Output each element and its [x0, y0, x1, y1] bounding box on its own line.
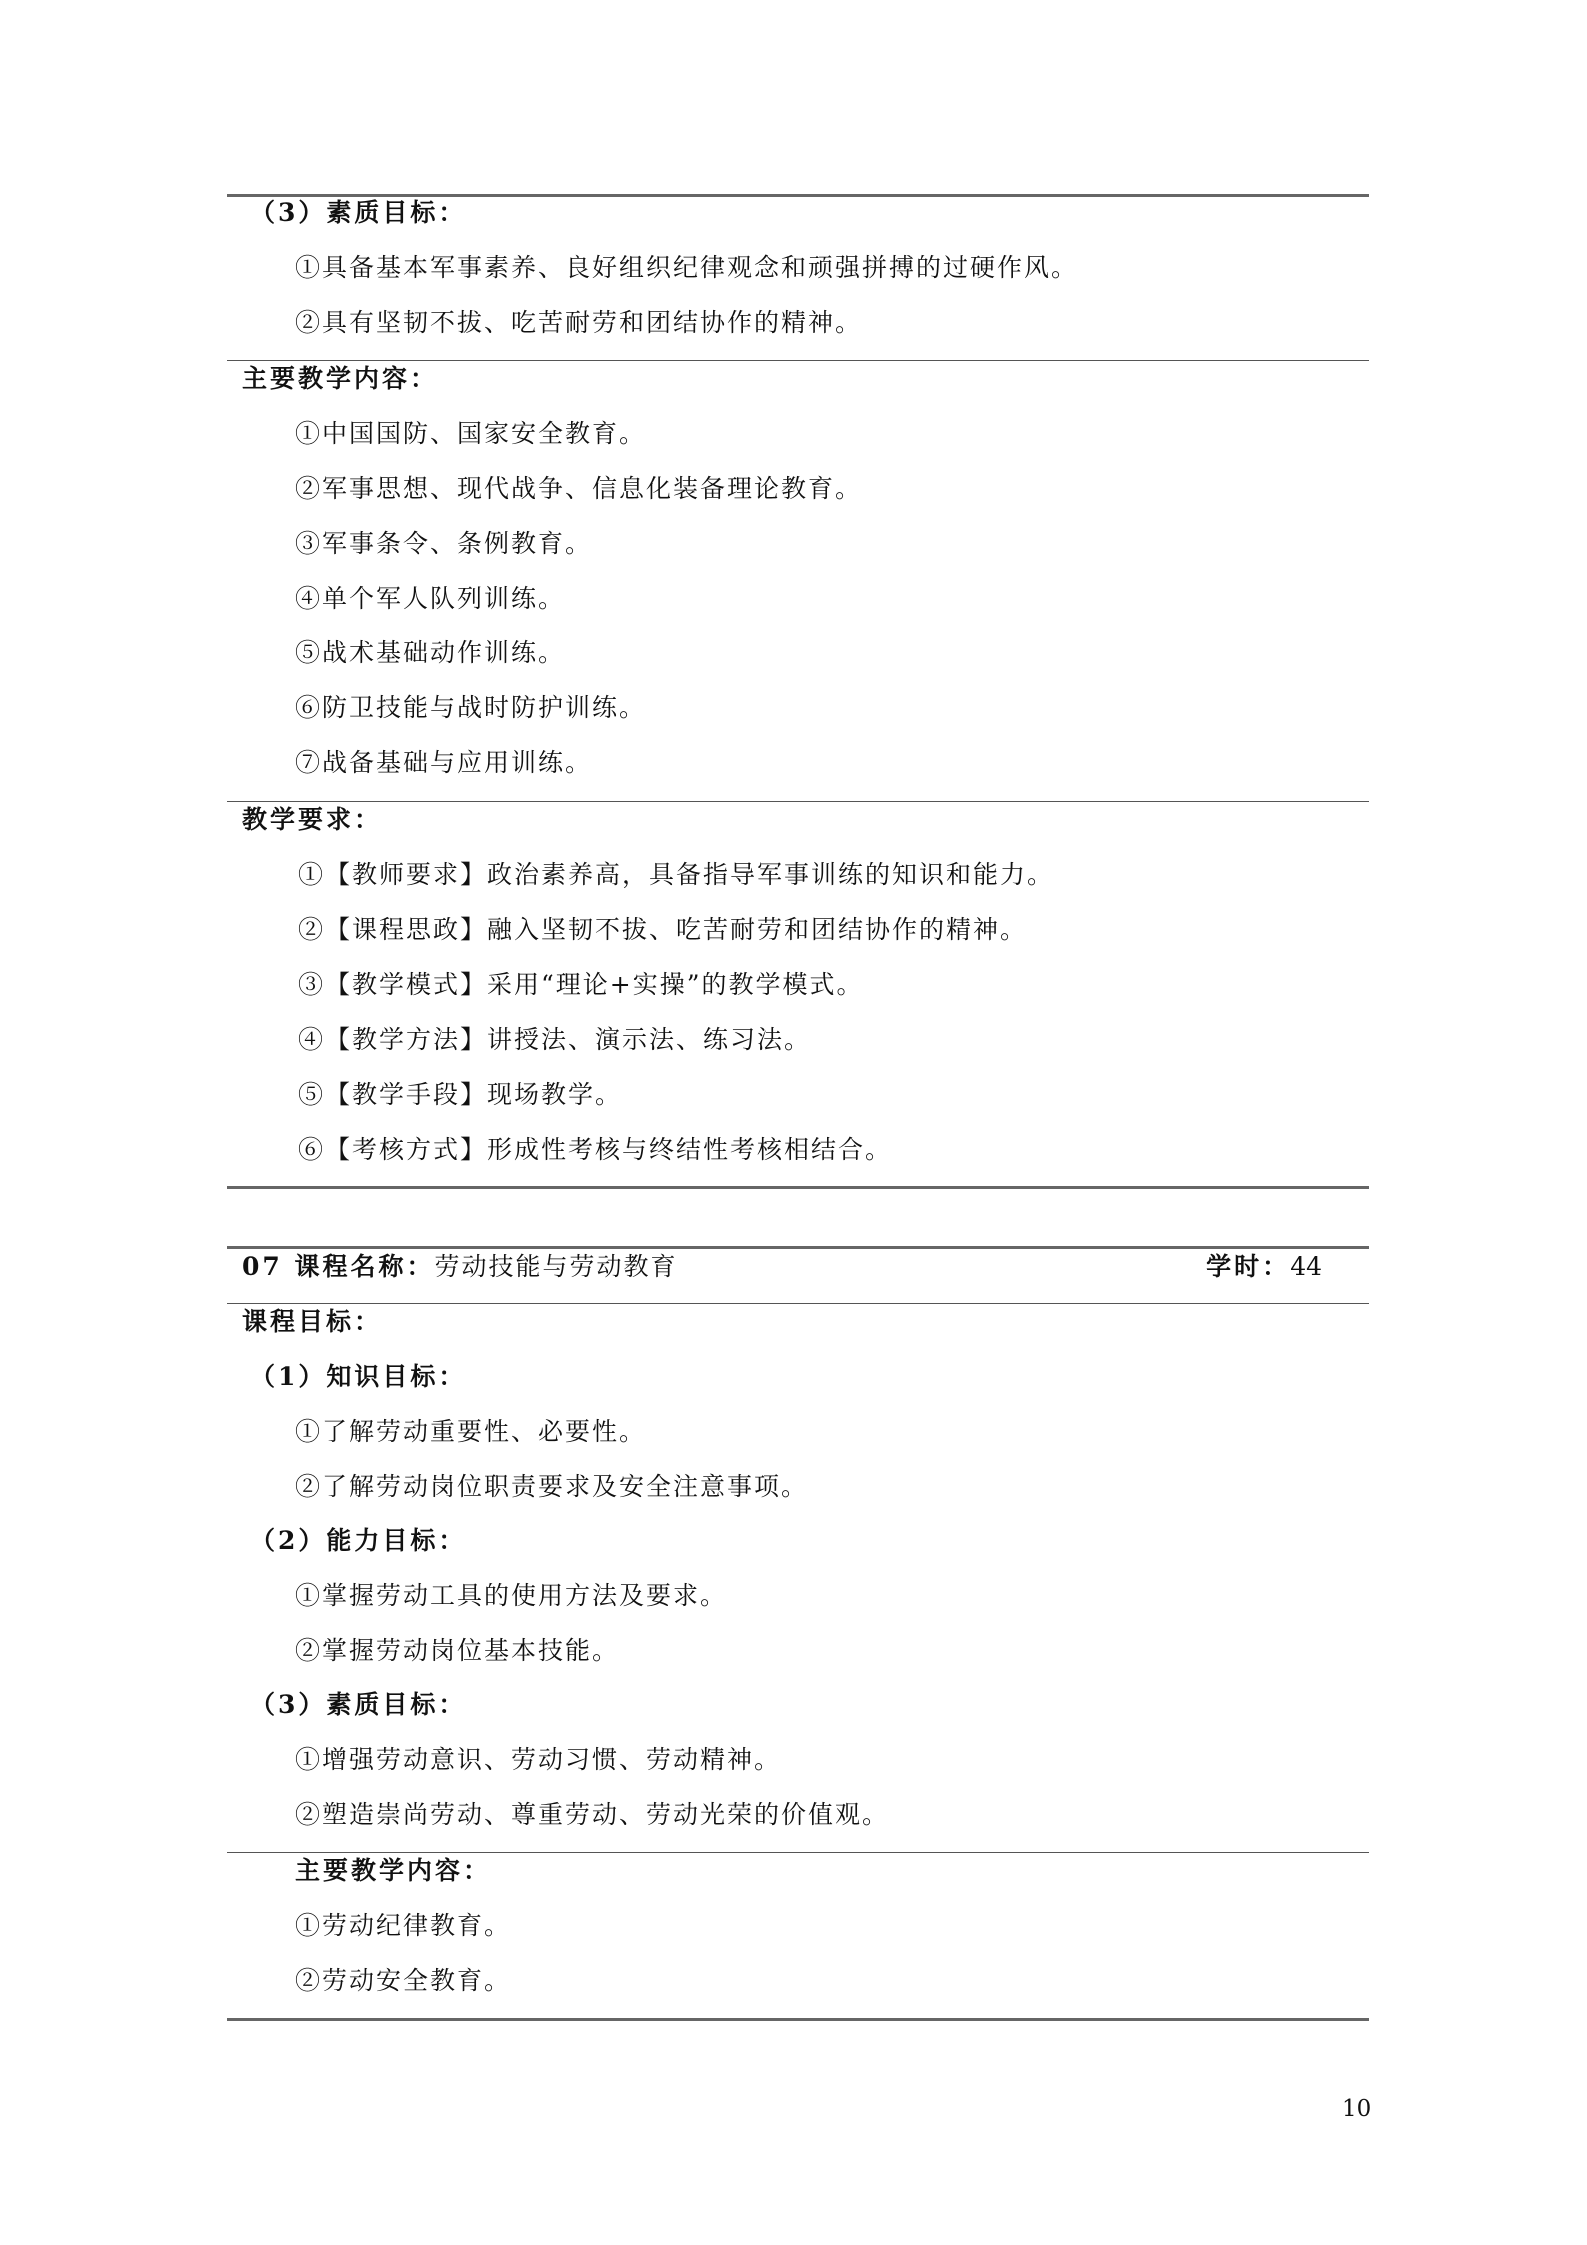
hours-value: 44 [1290, 1252, 1322, 1281]
course-hours [1206, 1250, 1322, 1284]
page-number: 10 [1342, 2096, 1372, 2122]
knowledge-goals-heading: （1）知识目标： [250, 1362, 467, 1391]
list-item: ⑦战备基础与应用训练。 [295, 748, 593, 777]
list-item: ⑥【考核方式】形成性考核与终结性考核相结合。 [298, 1135, 893, 1164]
list-item: ②劳动安全教育。 [295, 1966, 512, 1995]
list-item: ④【教学方法】讲授法、演示法、练习法。 [298, 1025, 812, 1054]
row-divider [227, 360, 1369, 361]
course-title-row [242, 1250, 1322, 1284]
list-item: ②【课程思政】融入坚韧不拔、吃苦耐劳和团结协作的精神。 [298, 915, 1028, 944]
list-item: ②具有坚韧不拔、吃苦耐劳和团结协作的精神。 [295, 308, 863, 337]
list-item: ①中国国防、国家安全教育。 [295, 419, 647, 448]
list-item: ②塑造崇尚劳动、尊重劳动、劳动光荣的价值观。 [295, 1800, 890, 1829]
list-item: ④单个军人队列训练。 [295, 584, 566, 613]
main-content-heading: 主要教学内容： [295, 1856, 492, 1885]
hours-label: 学时： [1206, 1252, 1291, 1281]
list-item: ②了解劳动岗位职责要求及安全注意事项。 [295, 1472, 809, 1501]
list-item: ③军事条令、条例教育。 [295, 529, 593, 558]
teaching-requirements-heading: 教学要求： [242, 805, 383, 834]
list-item: ①【教师要求】政治素养高，具备指导军事训练的知识和能力。 [298, 860, 1055, 889]
main-content-heading: 主要教学内容： [242, 364, 439, 393]
quality-goals-heading: （3）素质目标： [250, 198, 467, 227]
list-item: ②军事思想、现代战争、信息化装备理论教育。 [295, 474, 863, 503]
course-name-label: 07 课程名称： [242, 1252, 435, 1281]
table-top-border [227, 1246, 1369, 1249]
quality-goals-heading: （3）素质目标： [250, 1690, 467, 1719]
course-name-value: 劳动技能与劳动教育 [434, 1252, 678, 1281]
table-bottom-border [227, 2018, 1369, 2021]
list-item: ①了解劳动重要性、必要性。 [295, 1417, 647, 1446]
course-goals-heading: 课程目标： [242, 1307, 383, 1336]
table-bottom-border [227, 1186, 1369, 1189]
list-item: ①具备基本军事素养、良好组织纪律观念和顽强拼搏的过硬作风。 [295, 253, 1079, 282]
list-item: ①劳动纪律教育。 [295, 1911, 512, 1940]
row-divider [227, 1303, 1369, 1304]
list-item: ⑤【教学手段】现场教学。 [298, 1080, 623, 1109]
row-divider [227, 801, 1369, 802]
ability-goals-heading: （2）能力目标： [250, 1526, 467, 1555]
list-item: ⑤战术基础动作训练。 [295, 638, 566, 667]
list-item: ②掌握劳动岗位基本技能。 [295, 1636, 620, 1665]
list-item: ⑥防卫技能与战时防护训练。 [295, 693, 647, 722]
list-item: ①增强劳动意识、劳动习惯、劳动精神。 [295, 1745, 782, 1774]
list-item: ①掌握劳动工具的使用方法及要求。 [295, 1581, 728, 1610]
row-divider [227, 1852, 1369, 1853]
list-item: ③【教学模式】采用“理论+实操”的教学模式。 [298, 970, 864, 999]
